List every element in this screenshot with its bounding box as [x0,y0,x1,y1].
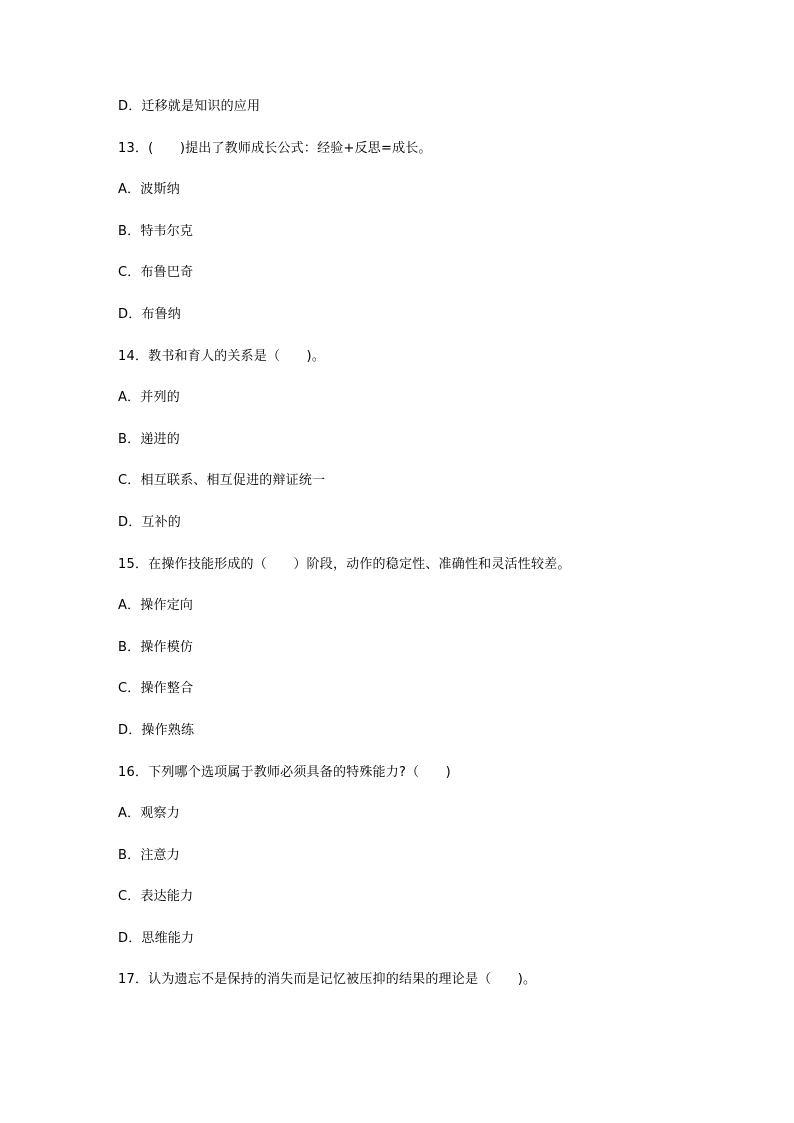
option-line: D．操作熟练 [118,722,195,738]
option-line: B．递进的 [118,431,180,447]
option-line: B．特韦尔克 [118,223,194,239]
option-line: C．相互联系、相互促进的辩证统一 [118,473,326,489]
option-line: B．操作模仿 [118,639,194,655]
option-line: A．波斯纳 [118,182,180,198]
option-line: A．观察力 [118,806,180,822]
question-line: 13．( )提出了教师成长公式：经验+反思=成长。 [118,140,432,156]
option-line: D．布鲁纳 [118,306,182,322]
option-line: D．思维能力 [118,930,195,946]
option-line: C．表达能力 [118,889,194,905]
question-line: 14．教书和育人的关系是（ )。 [118,348,326,364]
option-line: D．迁移就是知识的应用 [118,99,261,114]
question-line: 16．下列哪个选项属于教师必须具备的特殊能力?（ ) [118,764,451,780]
question-line: 17．认为遗忘不是保持的消失而是记忆被压抑的结果的理论是（ )。 [118,972,537,988]
question-line: 15．在操作技能形成的（ ）阶段，动作的稳定性、准确性和灵活性较差。 [118,556,571,572]
option-line: B．注意力 [118,847,180,863]
option-line: C．布鲁巴奇 [118,265,194,281]
option-line: C．操作整合 [118,681,194,697]
option-line: A．并列的 [118,390,180,406]
document-body [118,97,718,1012]
option-line: A．操作定向 [118,598,194,614]
option-line: D．互补的 [118,514,182,530]
